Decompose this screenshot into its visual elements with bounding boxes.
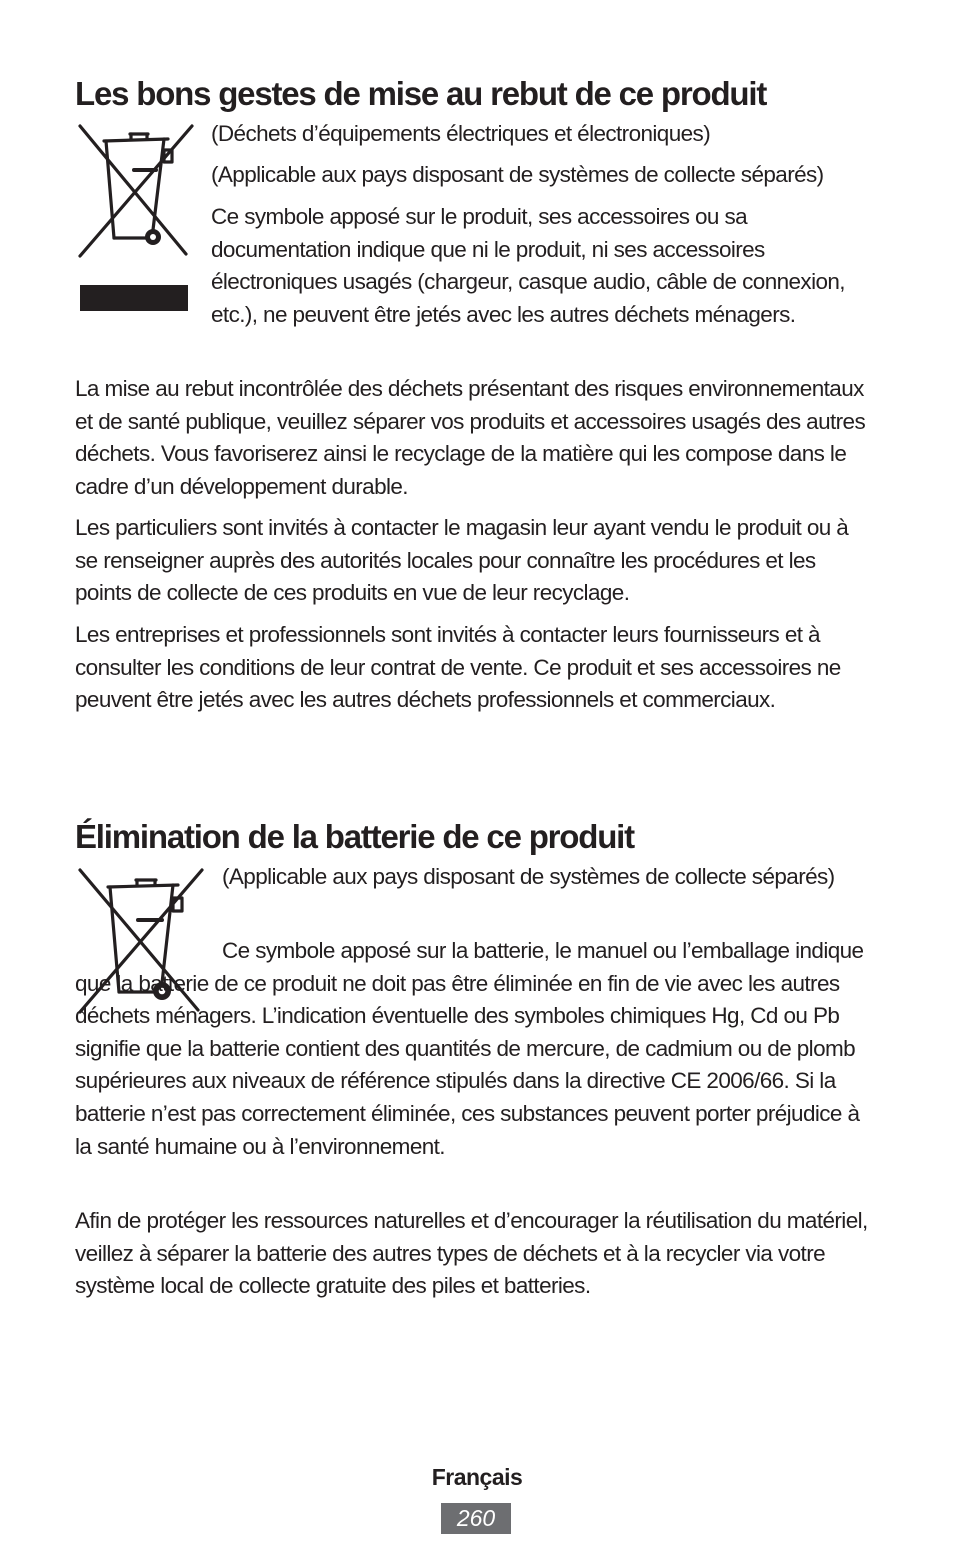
crossed-out-wheelie-bin-icon (76, 124, 194, 260)
weee-applicability: (Applicable aux pays disposant de systèmes de collecte séparés) (211, 162, 824, 187)
section-title-weee: Les bons gestes de mise au rebut de ce produit (75, 75, 767, 112)
battery-symbol-description: Ce symbole apposé sur la batterie, le manuel ou l’emballage indique que la batterie de ce produit ne doit pas être éliminée en fin de vie avec les autres déchets ménagers. L’indication éventuelle des symboles chimiques Hg, Cd ou Pb signifie que la batterie contient des quantités de mercure, de cadmium ou de plomb supérieures aux niveaux de référence stipulés dans la directive CE 2006/66. Si la batterie n’est pas correctement éliminée, ces substances peuvent porter préjudice à la santé humaine ou à l’environnement. (75, 938, 864, 1159)
weee-paragraph: Les entreprises et professionnels sont invités à contacter leurs fournisseurs et à consulter les conditions de leur contrat de vente. Ce produit et ses accessoires ne peuvent être jetés avec les autres déchets professionnels et commerciaux. (75, 622, 841, 713)
footer-language: Français (431, 1464, 523, 1490)
weee-paragraph: La mise au rebut incontrôlée des déchets présentant des risques environnementaux et de santé publique, veuillez séparer vos produits et accessoires usagés des autres déchets. Vous favoriserez ainsi le recyclage de la matière qui les compose dans le cadre d’un développement durable. (75, 376, 866, 499)
weee-symbol-description: Ce symbole apposé sur le produit, ses accessoires ou sa documentation indique que ni le produit, ni ses accessoires électroniques usagés (chargeur, casque audio, câble de connexion, etc.), ne peuvent être jetés avec les autres déchets ménagers. (211, 204, 845, 327)
black-bar-marker (80, 285, 188, 311)
battery-paragraph: Afin de protéger les ressources naturelles et d’encourager la réutilisation du matériel, veillez à séparer la batterie des autres types de déchets et à la recycler via votre système local de collecte gratuite des piles et batteries. (75, 1208, 868, 1299)
page-number: 260 (441, 1503, 511, 1534)
section-title-battery: Élimination de la batterie de ce produit (75, 818, 634, 855)
battery-applicability: (Applicable aux pays disposant de systèmes de collecte séparés) (222, 864, 835, 889)
weee-intro-line: (Déchets d’équipements électriques et électroniques) (211, 121, 711, 146)
weee-paragraph: Les particuliers sont invités à contacter le magasin leur ayant vendu le produit ou à se renseigner auprès des autorités locales pour connaître les procédures et les points de collecte de ces produits en vue de leur recyclage. (75, 515, 849, 606)
